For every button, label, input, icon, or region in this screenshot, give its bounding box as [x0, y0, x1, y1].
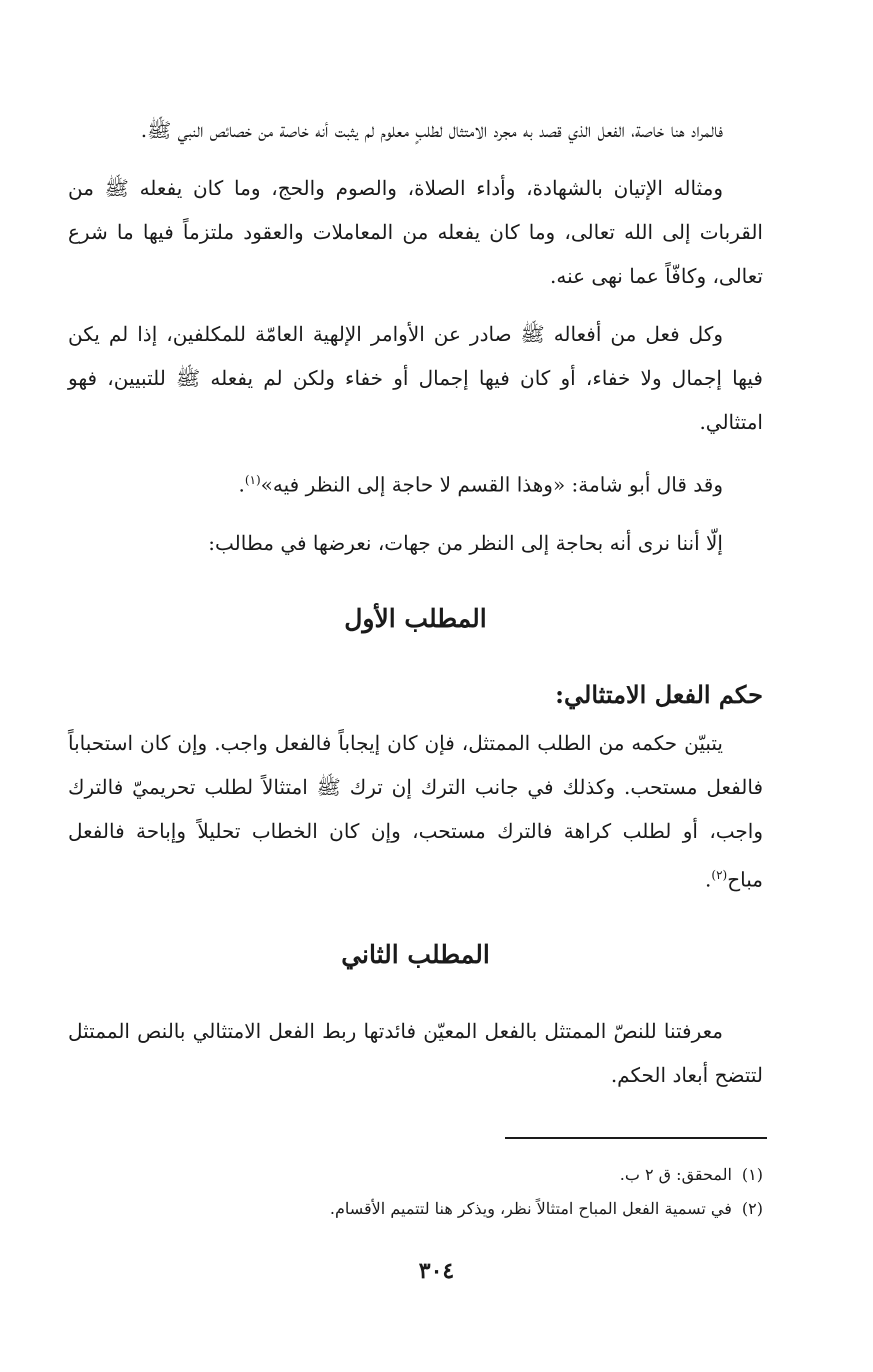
paragraph-examples: ومثاله الإتيان بالشهادة، وأداء الصلاة، والصوم والحج، وما كان يفعله ﷺ من القربات إلى الله تعالى، وما كان يفعله من المعاملات والعقود ملتزماً فيها ما شرع تعالى، وكافّاً عما نهى عنه. — [68, 176, 763, 288]
subheading-ruling — [68, 673, 763, 717]
footnote-text: في تسمية الفعل المباح امتثالاً نظر، ويذكر هنا لتتميم الأقسام. — [329, 1199, 732, 1218]
quote-end: . — [238, 472, 245, 497]
paragraph-however: إلّا أننا نرى أنه بحاجة إلى النظر من جهات، نعرضها في مطالب: — [208, 530, 723, 555]
ruling-text: يتبيّن حكمه من الطلب الممتثل، فإن كان إيجاباً فالفعل واجب. وإن كان استحباباً فالفعل مستحب. وكذلك في جانب الترك إن ترك ﷺ امتثالاً لطلب تحريميّ فالترك واجب، أو لطلب كراهة فالترك مستحب، وإن كان الخطاب تحليلاً وإباحة فالفعل مباح — [68, 730, 763, 892]
page-number: ٣٠٤ — [418, 1258, 455, 1284]
section-title-first: المطلب الأول — [344, 603, 487, 633]
paragraph-every-act: وكل فعل من أفعاله ﷺ صادر عن الأوامر الإلهية العامّة للمكلفين، إذا لم يكن فيها إجمال ولا خفاء، أو كان فيها إجمال أو خفاء ولكن لم يفعله ﷺ للتبيين، فهو امتثالي. — [68, 322, 763, 434]
footnote-number: (٢) — [741, 1199, 763, 1218]
ruling-end: . — [705, 867, 712, 892]
footnote-divider — [505, 1137, 767, 1139]
paragraph-knowledge: معرفتنا للنصّ الممتثل بالفعل المعيّن فائدتها ربط الفعل الامتثالي بالنص الممتثل لتتضح أبعاد الحكم. — [68, 1019, 763, 1088]
footnote-ref-2: (٢) — [711, 867, 728, 882]
footnote-text: المحقق: ق ٢ ب. — [619, 1165, 732, 1184]
paragraph-definition: فالمراد هنا خاصة، الفعل الذي قصد به مجرد الامتثال لطلبٍ معلوم لم يثبت أنه خاصة من خصائص النبي ﷺ. — [140, 118, 723, 142]
paragraph-ruling — [68, 721, 763, 902]
footnote-1 — [68, 1158, 763, 1192]
footnotes — [68, 1158, 763, 1226]
footnote-2 — [68, 1192, 763, 1226]
page-body — [68, 108, 763, 1111]
paragraph-abu-shama-quote — [68, 458, 763, 507]
footnote-ref-1: (١) — [244, 473, 261, 487]
section-title-second: المطلب الثاني — [341, 940, 490, 970]
subheading-ruling-text: حكم الفعل الامتثالي — [564, 679, 763, 709]
quote-text: وقد قال أبو شامة: «وهذا القسم لا حاجة إلى النظر فيه» — [260, 472, 723, 497]
subheading-colon: : — [555, 679, 565, 709]
footnote-number: (١) — [741, 1165, 763, 1184]
